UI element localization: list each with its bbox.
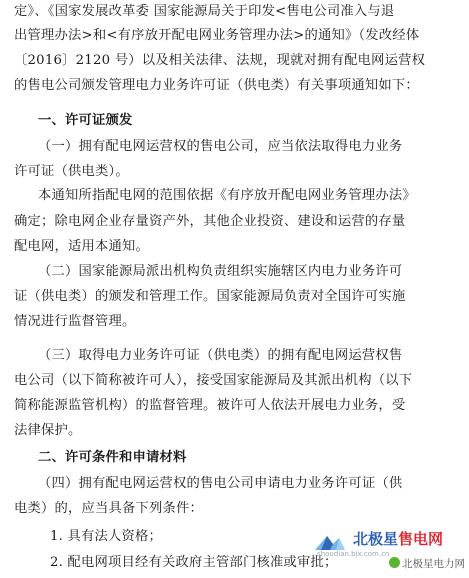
text-line: 的售电公司颁发管理电力业务许可证（供电类）有关事项通知如下：	[14, 78, 419, 93]
text-line: 1. 具有法人资格；	[50, 529, 162, 544]
text-line: 电类）的，应当具备下列条件：	[14, 501, 203, 516]
text-line: 法律保护。	[14, 423, 82, 438]
watermark-brand	[353, 528, 443, 549]
wechat-icon	[389, 557, 400, 568]
text-line: （四）拥有配电网运营权的售电公司申请电力业务许可证（供	[38, 476, 403, 491]
text-line: 证（供电类）的颁发和管理工作。国家能源局负责对全国许可实施	[14, 289, 406, 304]
watermark-url: shoudian.bjx.com.cn	[317, 550, 390, 558]
wechat-account	[389, 556, 465, 571]
text-line: （三）取得电力业务许可证（供电类）的拥有配电网运营权售	[38, 348, 403, 363]
text-line: 电公司（以下简称被许可人），接受国家能源局及其派出机构（以下	[14, 373, 413, 388]
text-line: 许可证（供电类）。	[14, 164, 129, 179]
text-line: 定》、《国家发展改革委 国家能源局关于印发<售电公司准入与退	[14, 4, 395, 19]
text-line: 〔2016〕2120 号）以及相关法律、法规，现就对拥有配电网运营权	[14, 53, 426, 68]
text-line: 2. 配电网项目经有关政府主管部门核准或审批；	[50, 555, 338, 570]
text-line: 本通知所指配电网的范围依据《有序放开配电网业务管理办法》	[38, 188, 416, 203]
text-line: 出管理办法>和<有序放开配电网业务管理办法>的通知》（发改经体	[14, 28, 420, 43]
text-line: （二）国家能源局派出机构负责组织实施辖区内电力业务许可	[38, 264, 403, 279]
watermark-brand-accent: 售电网	[398, 530, 444, 548]
text-line: 配电网，适用本通知。	[14, 239, 149, 254]
section-heading: 一、许可证颁发	[38, 113, 133, 128]
text-line: 确定；除电网企业存量资产外，其他企业投资、建设和运营的存量	[14, 214, 406, 229]
text-line: （一）拥有配电网运营权的售电公司，应当依法取得电力业务	[38, 139, 403, 154]
watermark-brand-main: 北极星	[353, 530, 399, 548]
section-heading: 二、许可条件和申请材料	[38, 450, 187, 465]
text-line: 简称能源监管机构）的监督管理。被许可人依法开展电力业务，受	[14, 398, 406, 413]
text-line: 情况进行监督管理。	[14, 314, 136, 329]
wechat-account-label: 北极星电力网	[402, 558, 465, 570]
watermark	[311, 524, 465, 574]
